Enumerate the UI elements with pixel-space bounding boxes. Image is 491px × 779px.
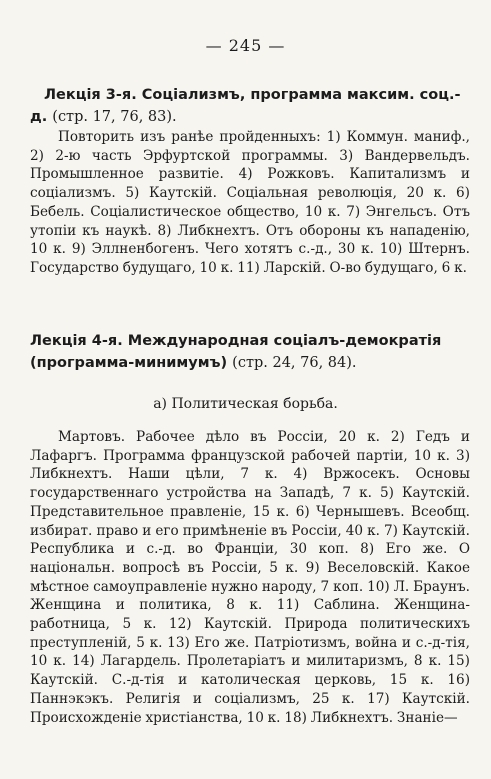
page-number: — 245 — [205,36,286,55]
lecture-3-reading-list: Повторить изъ ранѣе пройденныхъ: 1) Коммун. маниф., 2) 2-ю часть Эрфуртской программы. 3) Вандервельдъ. Промышленное развитіе. 4) Рожковъ. Капитализмъ и соціализмъ. 5) Каутскій. Соціальная революція, 20 к. 6) Бебель. Соціалистическое общество, 10 к. 7) Энгельсъ. Отъ утопіи къ наукѣ. 8) Либкнехтъ. Отъ обороны къ нападенію, 10 к. 9) Эллненбогенъ. Чего хотятъ с.-д., 30 к. 10) Штернъ. Государство будущаго, 10 к. 11) Ларскій. О-во будущаго, 6 к. [30,129,470,276]
lecture-3-pages: (стр. 17, 76, 83). [52,109,177,125]
lecture-4-reading-list: Мартовъ. Рабочее дѣло въ Россіи, 20 к. 2) Гедъ и Лафаргъ. Программа французской рабочей партіи, 10 к. 3) Либкнехтъ. Наши цѣли, 7 к. 4) Вржосекъ. Основы государственнаго устройства на Западѣ, 7 к. 5) Каутскій. Представительное правленіе, 15 к. 6) Чернышевъ. Всеобщ. избират. право и его примѣненіе въ Россіи, 40 к. 7) Каутскій. Республика и с.-д. во Франціи, 30 коп. 8) Его же. О національн. вопросѣ въ Россіи, 5 к. 9) Веселовскій. Какое мѣстное самоуправленіе нужно народу, 7 коп. 10) Л. Браунъ. Женщина и политика, 8 к. 11) Саблина. Женщина-работница, 5 к. 12) Каутскій. Природа политическихъ преступленій, 5 к. 13) Его же. Патріотизмъ, война и с.-д-тія, 10 к. 14) Лагардель. Пролетаріатъ и милитаризмъ, 8 к. 15) Каутскій. С.-д-тія и католическая церковь, 15 к. 16) Паннэкэкъ. Религія и соціализмъ, 25 к. 17) Каутскій. Происхожденіе христіанства, 10 к. 18) Либкнехтъ. Знаніе— [30,429,470,726]
lecture-4-pages: (стр. 24, 76, 84). [232,355,357,371]
lecture-3-heading [30,84,470,128]
lecture-3-title: Лекція 3-я. Соціализмъ, программа максим. соц.-д. [30,87,461,125]
lecture-4-heading [30,330,470,374]
lecture-4-subheading: а) Политическая борьба. [153,396,338,412]
lecture-4-title: Лекція 4-я. Международная соціалъ-демократія (программа-минимумъ) [30,333,442,371]
